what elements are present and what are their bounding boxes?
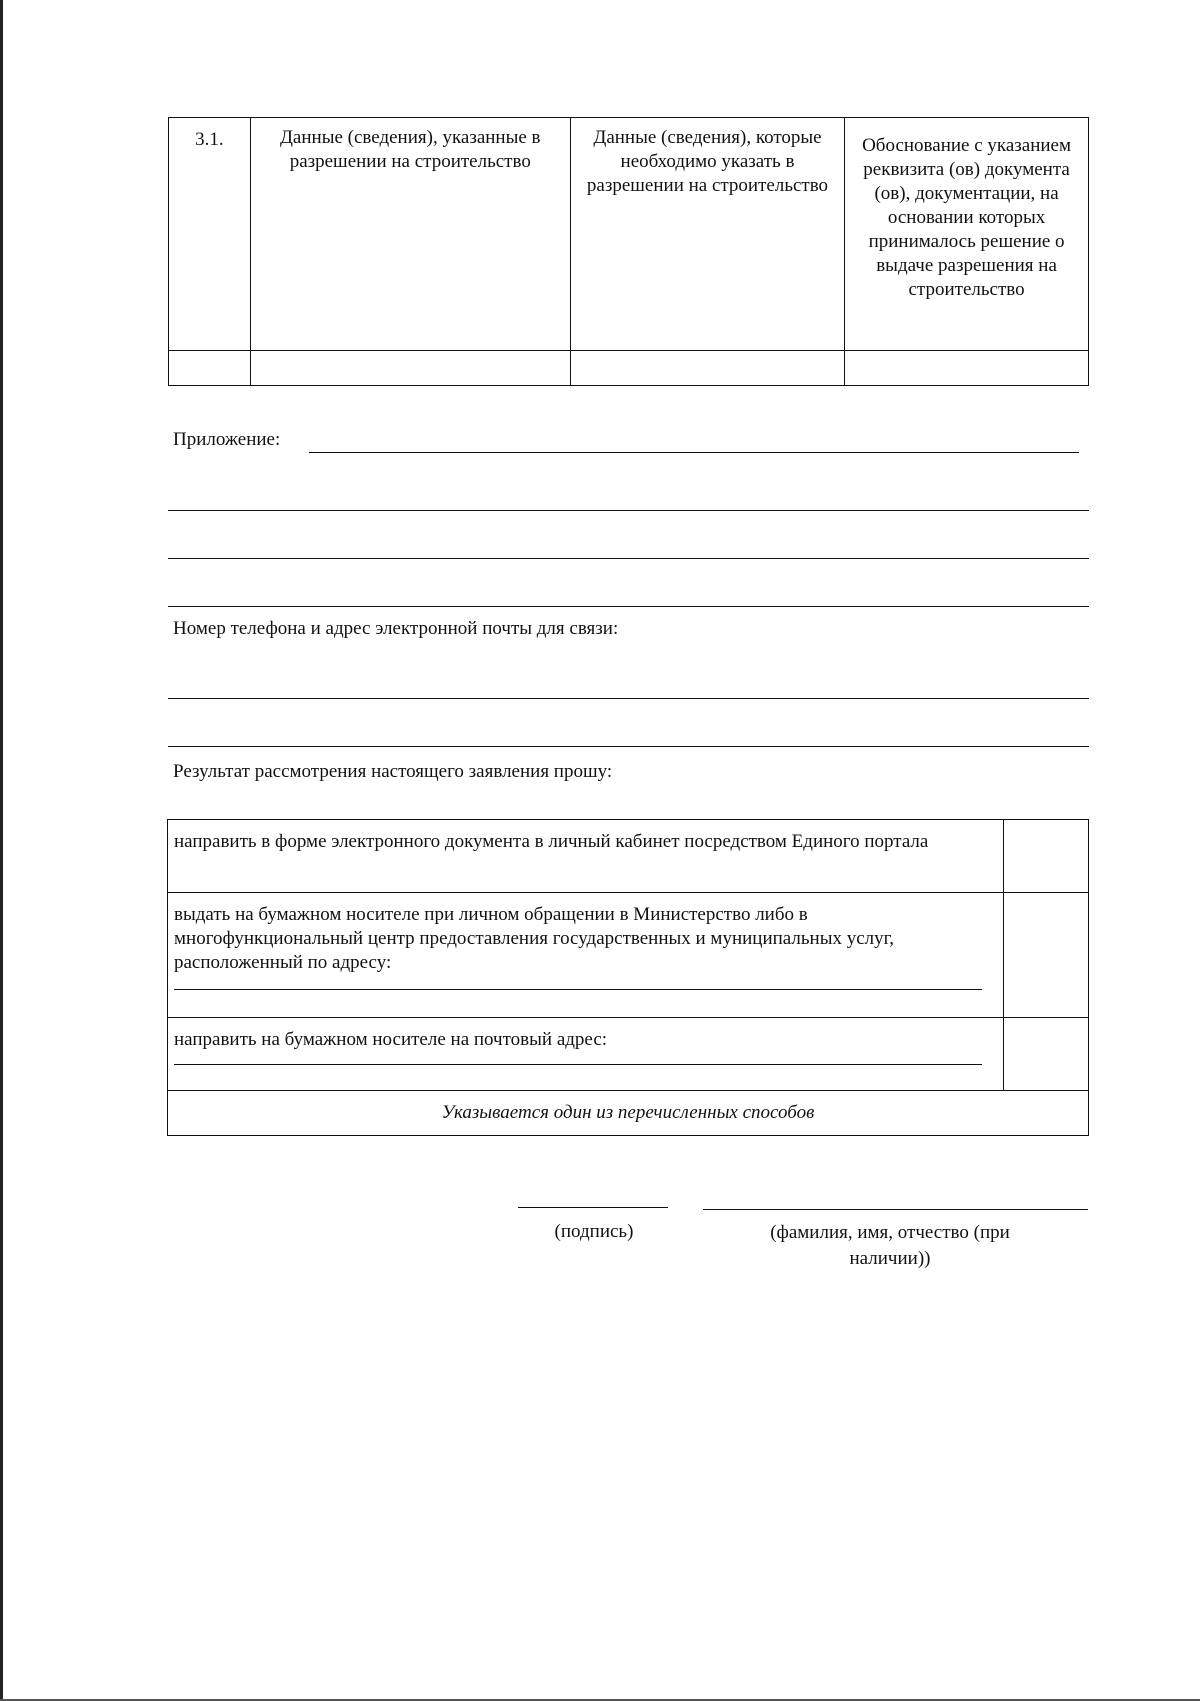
attachment-line-1[interactable] <box>309 452 1079 453</box>
signature-caption: (подпись) <box>554 1221 634 1242</box>
full-name-caption: (фамилия, имя, отчество (при наличии)) <box>770 1222 1010 1269</box>
option-postal-checkbox[interactable] <box>1003 1018 1088 1091</box>
option-note-row <box>168 1091 1089 1136</box>
option-row-postal <box>168 1018 1089 1091</box>
empty-cell-justification[interactable] <box>845 351 1089 386</box>
attachment-label: Приложение: <box>173 429 281 450</box>
option-in-person-checkbox[interactable] <box>1003 893 1088 1018</box>
attachment-line-2[interactable] <box>168 510 1089 511</box>
empty-cell-number[interactable] <box>169 351 251 386</box>
contact-line-2[interactable] <box>168 746 1089 747</box>
column-current-data: Данные (сведения), указанные в разрешении на строительство <box>250 118 570 351</box>
attachment-line-3[interactable] <box>168 558 1089 559</box>
column-justification: Обоснование с указанием реквизита (ов) документа (ов), документации, на основании которых принималось решение о выдаче разрешения на строительство <box>845 118 1089 351</box>
option-row-electronic <box>168 820 1089 893</box>
column-required-data: Данные (сведения), которые необходимо указать в разрешении на строительство <box>570 118 844 351</box>
table-row-empty <box>169 351 1089 386</box>
result-label: Результат рассмотрения настоящего заявления прошу: <box>173 761 613 782</box>
option-postal-text: направить на бумажном носителе на почтовый адрес: <box>174 1029 608 1050</box>
empty-cell-required-data[interactable] <box>570 351 844 386</box>
option-postal-cell <box>168 1018 1004 1091</box>
delivery-options-table <box>167 819 1089 1136</box>
attachment-line-4[interactable] <box>168 606 1089 607</box>
signature-line[interactable] <box>518 1207 668 1208</box>
option-in-person-text: выдать на бумажном носителе при личном обращении в Министерство либо в многофункциональный центр предоставления государственных и муниципальных услуг, расположенный по адресу: <box>174 904 895 973</box>
postal-address-line[interactable] <box>174 1064 982 1065</box>
scan-edge-left <box>0 0 3 1701</box>
option-in-person-cell <box>168 893 1004 1018</box>
contact-line-1[interactable] <box>168 698 1089 699</box>
option-electronic-checkbox[interactable] <box>1003 820 1088 893</box>
in-person-address-line[interactable] <box>174 989 982 990</box>
option-note: Указывается один из перечисленных способов <box>168 1091 1089 1136</box>
option-row-in-person <box>168 893 1089 1018</box>
contact-label: Номер телефона и адрес электронной почты для связи: <box>173 618 619 639</box>
table-header-row <box>169 118 1089 351</box>
permit-data-table <box>168 117 1089 386</box>
empty-cell-current-data[interactable] <box>250 351 570 386</box>
row-number: 3.1. <box>169 118 251 351</box>
full-name-line[interactable] <box>703 1209 1088 1210</box>
option-electronic-text: направить в форме электронного документа в личный кабинет посредством Единого портала <box>168 820 1004 893</box>
